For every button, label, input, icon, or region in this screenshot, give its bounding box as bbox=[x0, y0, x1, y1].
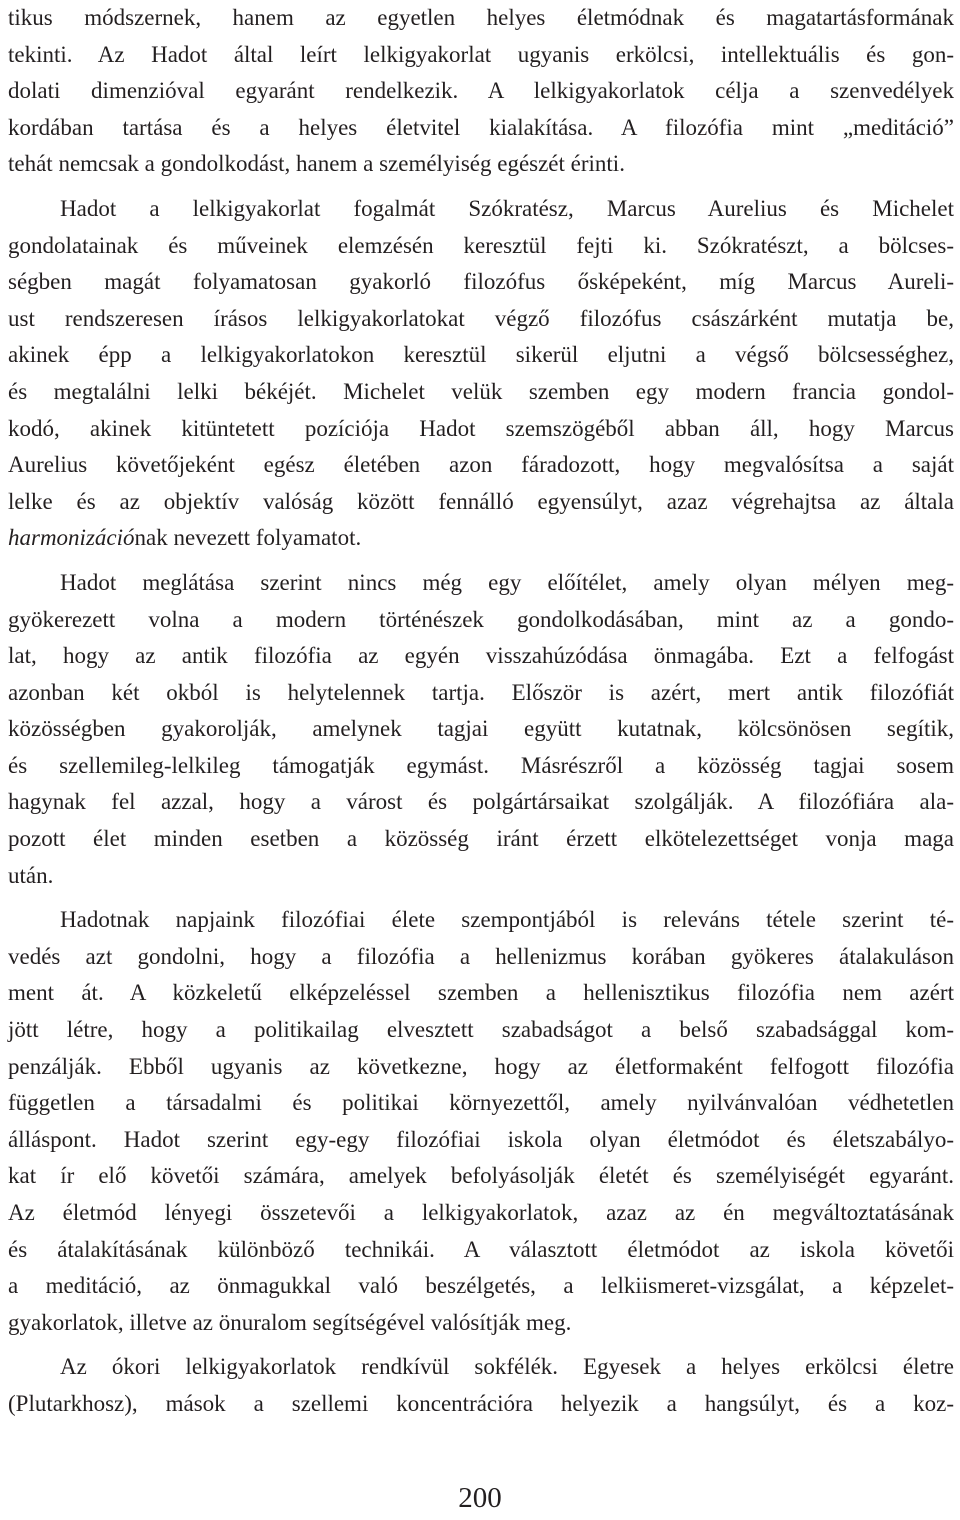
text-line: és szellemileg-lelkileg támogatják egymást. Másrészről a közösség tagjai sosem bbox=[8, 752, 954, 778]
text-line: Aurelius követőjeként egész életében azon fáradozott, hogy megvalósítsa a saját bbox=[8, 452, 954, 478]
text-line: Hadotnak napjaink filozófiai élete szempontjából is releváns tétele szerint té- bbox=[60, 907, 954, 933]
text-line: akinek épp a lelkigyakorlatokon keresztül sikerül eljutni a végső bölcsességhez, bbox=[8, 342, 954, 368]
text-line: dolati dimenzióval egyaránt rendelkezik. A lelkigyakorlatok célja a szenvedélyek bbox=[8, 78, 954, 104]
text-line: vedés azt gondolni, hogy a filozófia a hellenizmus korában gyökeres átalakuláson bbox=[8, 943, 954, 969]
text-line: hagynak fel azzal, hogy a várost és polgártársaikat szolgálják. A filozófiára ala- bbox=[8, 789, 954, 815]
text-line: gyökerezett volna a modern történészek gondolkodásában, mint az a gondo- bbox=[8, 606, 954, 632]
text-line: után. bbox=[8, 862, 54, 888]
text-line: lelke és az objektív valóság között fennálló egyensúlyt, azaz végrehajtsa az általa bbox=[8, 488, 954, 514]
text-line: jött létre, hogy a politikailag elvesztett szabadságot a belső szabadsággal kom- bbox=[8, 1017, 954, 1043]
text-line: független a társadalmi és politikai környezettől, amely nyilvánvalóan védhetetlen bbox=[8, 1090, 954, 1116]
text-line bbox=[8, 520, 954, 557]
text-line: és átalakításának különböző technikái. A választott életmódot az iskola követői bbox=[8, 1236, 954, 1262]
text-line: kodó, akinek kitüntetett pozíciója Hadot szemszögéből abban áll, hogy Marcus bbox=[8, 415, 954, 441]
text-line: Az életmód lényegi összetevői a lelkigyakorlatok, azaz az én megváltoztatásának bbox=[8, 1200, 954, 1225]
text-line: és megtalálni lelki békéjét. Michelet velük szemben egy modern francia gondol- bbox=[8, 378, 954, 404]
text-line: kordában tartása és a helyes életvitel kialakítása. A filozófia mint „meditáció” bbox=[8, 114, 954, 140]
text-line: ment át. A közkeletű elképzeléssel szemben a hellenisztikus filozófia nem azért bbox=[8, 980, 954, 1006]
italic-term: harmonizáció bbox=[8, 525, 135, 551]
text-line: ségben magát folyamatosan gyakorló filozófus ősképeként, míg Marcus Aureli- bbox=[8, 269, 954, 295]
text-line: álláspont. Hadot szerint egy-egy filozófiai iskola olyan életmódot és életszabályo- bbox=[8, 1126, 954, 1152]
text-line-rest: nak nevezett folyamatot. bbox=[134, 525, 362, 551]
text-line: ust rendszeresen írásos lelkigyakorlatokat végző filozófus császárként mutatja be, bbox=[8, 305, 954, 331]
text-line: Hadot meglátása szerint nincs még egy előítélet, amely olyan mélyen meg- bbox=[60, 569, 954, 595]
text-line: tikus módszernek, hanem az egyetlen helyes életmódnak és magatartásformának bbox=[8, 5, 954, 30]
text-line: kat ír elő követői számára, amelyek befolyásolják életét és személyiségét egyaránt. bbox=[8, 1163, 954, 1189]
text-line: tehát nemcsak a gondolkodást, hanem a személyiség egészét érinti. bbox=[8, 151, 625, 177]
text-line: lat, hogy az antik filozófia az egyén visszahúzódása önmagába. Ezt a felfogást bbox=[8, 643, 954, 669]
text-line: gyakorlatok, illetve az önuralom segítségével valósítják meg. bbox=[8, 1309, 572, 1335]
text-line: pozott élet minden esetben a közösség iránt érzett elkötelezettséget vonja maga bbox=[8, 826, 954, 852]
page-number: 200 bbox=[458, 1482, 502, 1514]
text-line: Az ókori lelkigyakorlatok rendkívül sokfélék. Egyesek a helyes erkölcsi életre bbox=[60, 1354, 954, 1380]
text-line: azonban két okból is helytelennek tartja. Először is azért, mert antik filozófiát bbox=[8, 679, 954, 705]
text-line: közösségben gyakorolják, amelynek tagjai együtt kutatnak, kölcsönösen segítik, bbox=[8, 716, 954, 742]
text-line: gondolatainak és műveinek elemzésén keresztül fejti ki. Szókratészt, a bölcses- bbox=[8, 232, 954, 258]
text-line: a meditáció, az önmagukkal való beszélgetés, a lelkiismeret-vizsgálat, a képzelet- bbox=[8, 1273, 954, 1299]
text-line: Hadot a lelkigyakorlat fogalmát Szókratész, Marcus Aurelius és Michelet bbox=[60, 195, 954, 221]
text-line: (Plutarkhosz), mások a szellemi koncentrációra helyezik a hangsúlyt, és a koz- bbox=[8, 1390, 954, 1416]
body-text bbox=[8, 0, 954, 1423]
text-line: tekinti. Az Hadot által leírt lelkigyakorlat ugyanis erkölcsi, intellektuális és gon- bbox=[8, 41, 954, 67]
text-line: penzálják. Ebből ugyanis az következne, hogy az életformaként felfogott filozófia bbox=[8, 1053, 954, 1079]
